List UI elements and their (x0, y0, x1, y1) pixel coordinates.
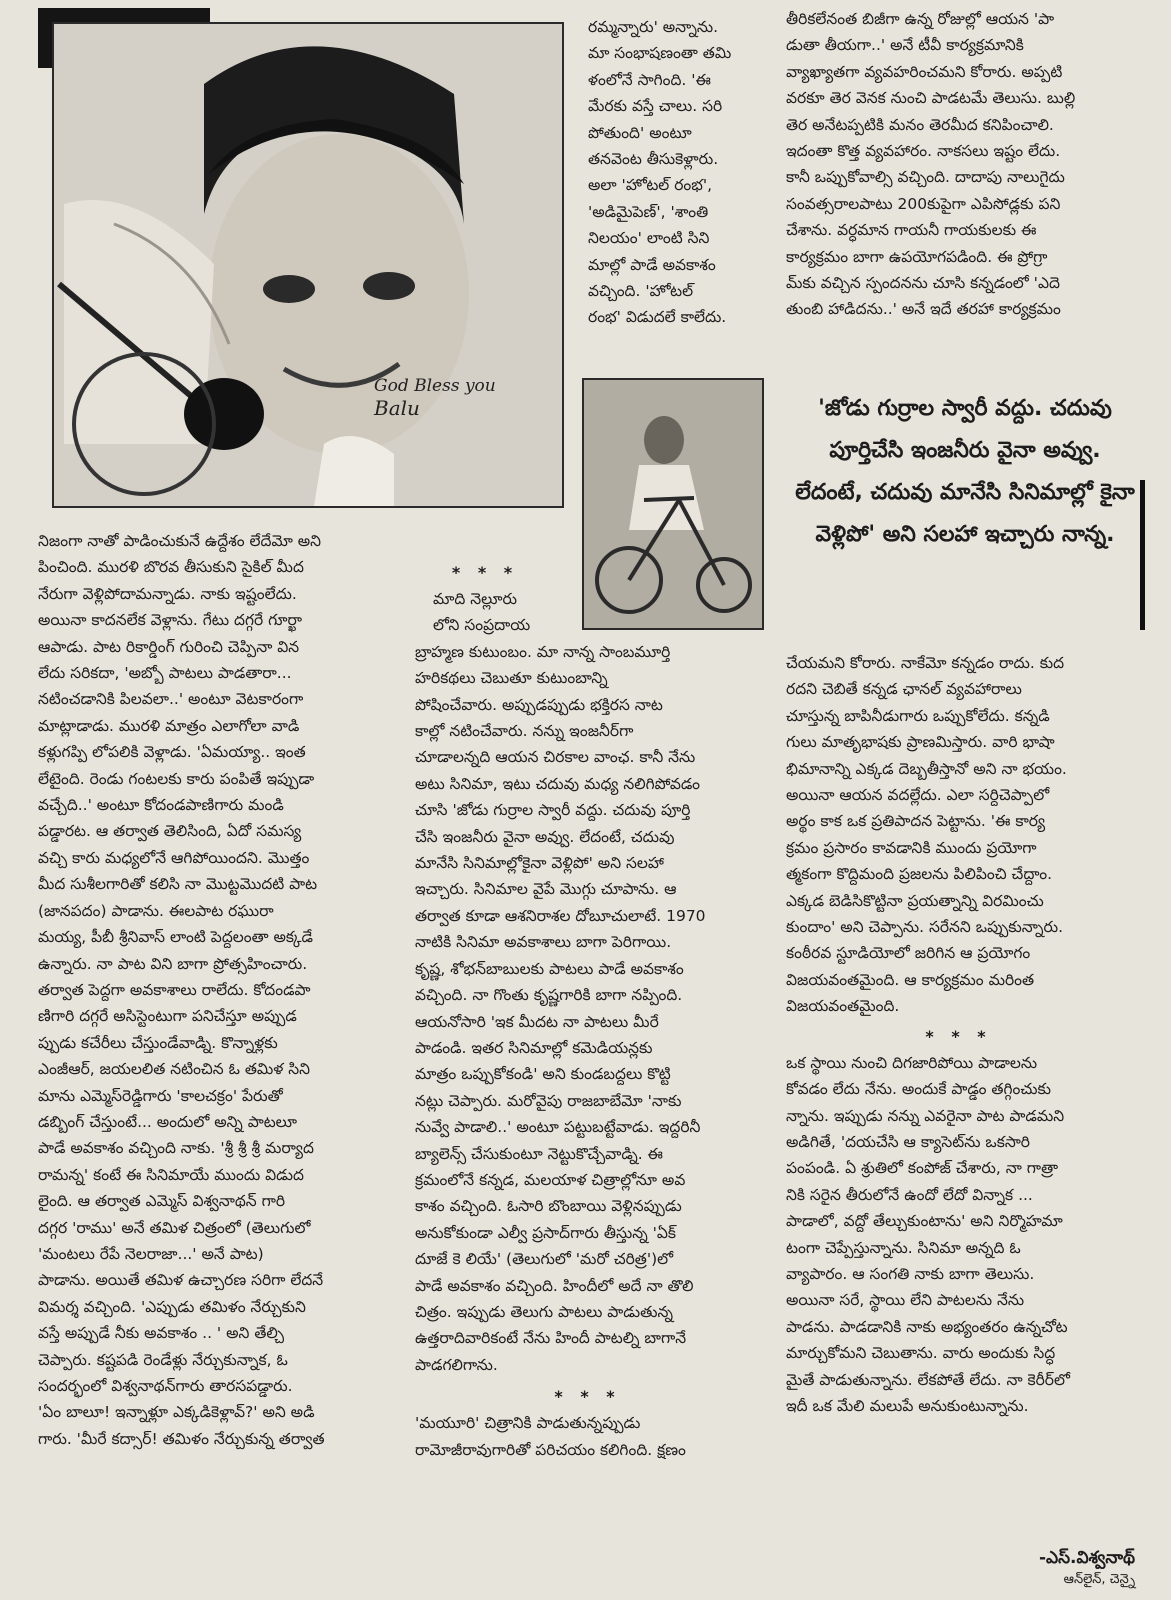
text-line: నటించడానికి పిలవలా..' అంటూ వెటకారంగా (38, 690, 304, 709)
text-line: పడ్డారట. ఆ తర్వాత తెలిసింది, ఏదో సమస్య (38, 822, 302, 841)
article-column-middle-top (588, 14, 768, 331)
text-line: మీద సుశీలగారితో కలిసి నా మొట్టమొదటి పాట (38, 875, 318, 894)
text-line: మాది నెల్లూరు (433, 590, 518, 608)
text-line: నికి సరైన తీరులోనే ఉందో లేదో విన్నాక ... (786, 1185, 1033, 1204)
text-line: గులు మాతృభాషకు ప్రాణమిస్తారు. వారి భాషా (786, 733, 1055, 752)
text-line: మాను ఎమ్మెస్‌రెడ్డిగారు 'కాలచక్రం' పేరుతో (38, 1086, 283, 1105)
author-name: -ఎస్.విశ్వనాథ్ (1038, 1548, 1135, 1568)
text-line: తనవెంట తీసుకెళ్లారు. (588, 150, 719, 169)
text-line: చూస్తున్న బాపినీడుగారు ఒప్పుకోలేదు. కన్నడి (786, 706, 1050, 725)
text-line: 'ఏం బాలూ! ఇన్నాళ్లూ ఎక్కడికెళ్లావ్?' అని అడి (38, 1403, 315, 1422)
text-line: మా సంభాషణంతా తమి (588, 44, 732, 63)
author-location: ఆన్‌లైన్, చెన్నై (1063, 1572, 1135, 1587)
text-line: అడిగితే, 'దయచేసి ఆ క్యాసెట్‌ను ఒకసారి (786, 1132, 1030, 1151)
column-middle-top-lines (588, 14, 768, 331)
text-line: త్మకంగా కొద్దిమంది ప్రజలను పిలిపించి చేద్దాం. (786, 865, 1053, 884)
text-line: లేటైంది. రెండు గంటలకు కారు పంపితే ఇప్పుడా (38, 769, 315, 788)
section-divider: * * * (554, 1387, 621, 1407)
text-line: పాడను. పాడడానికి నాకు అభ్యంతరం ఉన్నచోట (786, 1317, 1068, 1336)
article-column-left (38, 528, 408, 1452)
header-bar (38, 8, 210, 22)
text-line: హరికథలు చెబుతూ కుటుంబాన్ని (415, 669, 608, 688)
text-line: ఉత్తరాదివారికంటే నేను హిందీ పాటల్ని బాగానే (415, 1329, 687, 1348)
text-line: రదని చెబితే కన్నడ ఛానల్ వ్యవహారాలు (786, 680, 1022, 699)
column-right-lines (786, 650, 1131, 1020)
text-line: కుందాం' అని చెప్పాను. సరేనని ఒప్పుకున్నారు. (786, 918, 1064, 937)
section-divider: * * * (451, 563, 519, 582)
text-line: నేరుగా వెళ్లిపోదామన్నాడు. నాకు ఇష్టంలేదు. (38, 584, 297, 603)
text-line: అయినా ఆయన వదల్లేదు. ఎలా సర్దిచెప్పాలో (786, 786, 1050, 805)
text-line: లోని సంప్రదాయ (433, 616, 531, 635)
text-line: వచ్చి కారు మధ్యలోనే ఆగిపోయిందని. మొత్తం (38, 848, 310, 867)
text-line: అలా 'హోటల్ రంభ', (588, 176, 713, 195)
text-line: 'మంటలు రేపే నెలరాజా...' అనే పాట) (38, 1244, 264, 1263)
text-line: భిమానాన్ని ఎక్కడ దెబ్బతీస్తానో అని నా భయం. (786, 759, 1067, 778)
text-line: టంగా చెప్పేస్తున్నాను. సినిమా అన్నది ఓ (786, 1238, 1021, 1257)
text-line: మైతే పాడుతున్నాను. లేకపోతే లేదు. నా కెరీర్‌లో (786, 1370, 1070, 1389)
header-bar-side (38, 8, 52, 68)
text-line: ఆపాడు. పాట రికార్డింగ్ గురించి చెప్పినా విన (38, 637, 300, 656)
text-line: బ్రాహ్మణ కుటుంబం. మా నాన్న సాంబమూర్తి (415, 642, 671, 661)
text-line: రమ్మన్నారు' అన్నాను. (588, 18, 719, 36)
text-line: తుంబి హాడిదను..' అనే ఇదే తరహా కార్యక్రమం (786, 300, 1061, 319)
article-column-right (786, 650, 1131, 1419)
article-column-right-top (786, 6, 1146, 323)
text-line: నాటికి సినిమా అవకాశాలు బాగా పెరిగాయి. (415, 933, 672, 952)
autograph-name: Balu (374, 396, 420, 420)
text-line: మ్‌కు వచ్చిన స్పందనను చూసి కన్నడంలో 'ఎదె (786, 274, 1060, 293)
text-line: వ్యాపారం. ఆ సంగతి నాకు బాగా తెలుసు. (786, 1264, 1035, 1283)
text-line: క్రమంలోనే కన్నడ, మలయాళ చిత్రాల్లోనూ అవ (415, 1170, 686, 1189)
text-line: నిజంగా నాతో పాడించుకునే ఉద్దేశం లేదేమో అని (38, 532, 322, 550)
text-line: (జానపదం) పాడాను. ఈలపాట రఘురా (38, 901, 274, 920)
text-line: సంవత్సరాలపాటు 200కుపైగా ఎపిసోడ్లకు పని (786, 194, 1061, 213)
text-line: అనుకోకుండా ఎల్వీ ప్రసాద్‌గారు తీస్తున్న 'ఏక్ (415, 1223, 676, 1242)
text-line: గారు. 'మీరే కద్సార్! తమిళం నేర్చుకున్న తర్వాత (38, 1429, 325, 1448)
text-line: పాడే అవకాశం వచ్చింది. హిందీలో అదే నా తొలి (415, 1276, 694, 1295)
column-middle-lines (415, 639, 760, 1378)
text-line: నిలయం' లాంటి సిని (588, 229, 710, 248)
text-line: చూసి 'జోడు గుర్రాల స్వారీ వద్దు. చదువు పూర్తి (415, 801, 691, 820)
column-right-top-lines (786, 6, 1146, 323)
text-line: అర్థం కాక ఒక ప్రతిపాదన పెట్టాను. 'ఈ కార్య (786, 812, 1046, 831)
pull-quote: 'జోడు గుర్రాల స్వారీ వద్దు. చదువు పూర్తిచేసి ఇంజనీరు వైనా అవ్వు. లేదంటే, చదువు మానేసి సినిమాల్లో కైనా వెళ్లిపో' అని సలహా ఇచ్చారు నాన్న. (795, 396, 1135, 547)
text-line: పోషించేవారు. అప్పుడప్పుడు భక్తిరస నాట (415, 695, 663, 714)
text-line: కృష్ణ, శోభన్‌బాబులకు పాటలు పాడే అవకాశం (415, 959, 684, 978)
text-line: తీరికలేనంత బిజీగా ఉన్న రోజుల్లో ఆయన 'పా (786, 10, 1055, 28)
text-line: తర్వాత పెద్దగా అవకాశాలు రాలేదు. కోదండపా (38, 980, 311, 999)
text-line: అయినా సరే, స్థాయి లేని పాటలను నేను (786, 1291, 1025, 1310)
text-line: వ్యాఖ్యాతగా వ్యవహరించమని కోరారు. అప్పటి (786, 62, 1063, 81)
text-line: కానీ ఒప్పుకోవాల్సి వచ్చింది. దాదాపు నాలుగైదు (786, 168, 1065, 187)
text-line: చేసి ఇంజనీరు వైనా అవ్వు. లేదంటే, చదువు (415, 827, 675, 846)
portrait-photo (52, 22, 564, 508)
column-right-end-lines (786, 1050, 1131, 1420)
text-line: వచ్చింది. నా గొంతు కృష్ణగారికి బాగా నప్పింది. (415, 986, 683, 1005)
section-divider: * * * (925, 1026, 992, 1046)
text-line: మయ్య, పీబీ శ్రీనివాస్ లాంటి పెద్దలంతా అక్కడే (38, 928, 313, 947)
column-middle-intro-lines (415, 586, 573, 639)
text-line: నట్లు చెప్పారు. మరోవైపు రాజబాబేమో 'నాకు (415, 1091, 682, 1110)
text-line: వరకూ తెర వెనక నుంచి పాడటమే తెలుసు. బుల్లి (786, 89, 1076, 108)
text-line: కార్యక్రమం బాగా ఉపయోగపడింది. ఈ ప్రోగ్రా (786, 247, 1048, 266)
text-line: రామోజీరావుగారితో పరిచయం కలిగింది. క్షణం (415, 1440, 686, 1459)
text-line: విమర్శ వచ్చింది. 'ఎప్పుడు తమిళం నేర్చుకుని (38, 1297, 306, 1316)
text-line: పోతుంది' అంటూ (588, 123, 692, 142)
column-middle-end-lines (415, 1410, 760, 1463)
text-line: చిత్రం. ఇప్పుడు తెలుగు పాటలు పాడుతున్న (415, 1302, 674, 1321)
text-line: పాడగలిగాను. (415, 1355, 498, 1374)
text-line: వచ్చేది..' అంటూ కోదండపాణిగారు మండి (38, 796, 284, 815)
text-line: కంఠీరవ స్టూడియోలో జరిగిన ఆ ప్రయోగం (786, 944, 1031, 963)
text-line: లైంది. ఆ తర్వాత ఎమ్మెస్ విశ్వనాథన్ గారి (38, 1192, 286, 1211)
text-line: వచ్చింది. 'హోటల్ (588, 282, 694, 301)
text-line: చేశాను. వర్ధమాన గాయనీ గాయకులకు ఈ (786, 221, 1037, 240)
text-line: కోవడం లేదు నేను. అందుకే పాడ్డం తగ్గించుకు (786, 1080, 1051, 1099)
text-line: ప్పుడు కచేరీలు చేస్తుండేవాడ్ని. కొన్నాళ్లకు (38, 1033, 278, 1052)
text-line: బ్యాలెన్స్ చేసుకుంటూ నెట్టుకొచ్చేవాడ్ని. ఈ (415, 1144, 663, 1163)
text-line: చూడాలన్నది ఆయన చిరకాల వాంఛ. కానీ నేను (415, 748, 696, 767)
column-left-lines (38, 528, 408, 1452)
text-line: మానేసి సినిమాల్లోకైనా వెళ్లిపో' అని సలహా (415, 854, 664, 873)
text-line: మేరకు వస్తే చాలు. సరి (588, 97, 723, 116)
text-line: పాడాను. అయితే తమిళ ఉచ్చారణ సరిగా లేదనే (38, 1271, 324, 1290)
text-line: మార్చుకోమని చెబుతాను. వారు అందుకు సిద్ధ (786, 1344, 1056, 1363)
text-line: 'అడిమైపెణ్', 'శాంతి (588, 202, 709, 221)
text-line: కాశం వచ్చింది. ఓసారి బొంబాయి వెళ్లినప్పుడు (415, 1197, 682, 1216)
portrait-illustration (54, 24, 562, 506)
text-line: రంభ' విడుదలే కాలేదు. (588, 308, 727, 327)
text-line: ఒక స్థాయి నుంచి దిగజారిపోయి పాడాలను (786, 1053, 1038, 1072)
text-line: క్రమం ప్రసారం కావడానికి ముందు ప్రయోగా (786, 838, 1037, 857)
text-line: ఉన్నారు. నా పాట విని బాగా ప్రోత్సహించారు. (38, 954, 308, 973)
text-line: పాడే అవకాశం వచ్చింది నాకు. 'శ్రీ శ్రీ శ్రీ మర్యాద (38, 1139, 314, 1158)
text-line: ఇదంతా కొత్త వ్యవహారం. నాకసలు ఇష్టం లేదు. (786, 142, 1061, 161)
text-line: సందర్భంలో విశ్వనాథన్‌గారు తారసపడ్డారు. (38, 1377, 293, 1395)
autograph (374, 376, 496, 420)
text-line: ఎంజీఆర్, జయలలిత నటించిన ఓ తమిళ సిని (38, 1060, 311, 1079)
text-line: రామన్న' కంటే ఈ సినిమాయే ముందు విడుద (38, 1165, 304, 1184)
text-line: పాడాలో, వద్దో తేల్చుకుంటాను' అని నిర్మొహమా (786, 1212, 1063, 1231)
text-line: పాడండి. ఇతర సినిమాల్లో కమెడియన్లకు (415, 1038, 653, 1057)
text-line: తర్వాత కూడా ఆశనిరాశల దోబూచులాటే. 1970 (415, 906, 706, 925)
text-line: అయినా కాదనలేక వెళ్లాను. గేటు దగ్గరే గూర్ఖా (38, 611, 303, 630)
text-line: వస్తే అప్పుడే నీకు అవకాశం .. ' అని తేల్చి (38, 1324, 285, 1343)
text-line: ళంలోనే సాగింది. 'ఈ (588, 70, 711, 89)
byline (1039, 1548, 1135, 1590)
text-line: దగ్గర 'రాము' అనే తమిళ చిత్రంలో (తెలుగులో (38, 1218, 311, 1237)
text-line: ఆయనోసారి 'ఇక మీదట నా పాటలు మీరే (415, 1012, 659, 1031)
text-line: చేయమని కోరారు. నాకేమో కన్నడం రాదు. కుద (786, 654, 1065, 672)
text-line: ణిగారి దగ్గరే అసిస్టెంటుగా పనిచేస్తూ అప్పుడ (38, 1007, 297, 1026)
text-line: చెప్పారు. కష్టపడి రెండేళ్లు నేర్చుకున్నాక, ఓ (38, 1350, 288, 1369)
text-line: 'మయూరి' చిత్రానికి పాడుతున్నప్పుడు (415, 1414, 641, 1433)
text-line: నువ్వే పాడాలి..' అంటూ పట్టుబట్టేవాడు. ఇద్దరినీ (415, 1118, 701, 1137)
text-line: ఇదీ ఒక మేలి మలుపే అనుకుంటున్నాను. (786, 1396, 1029, 1415)
text-line: కాల్లో నటించేవారు. నన్ను ఇంజనీర్‌గా (415, 722, 634, 741)
text-line: డబ్బింగ్ చేస్తుంటే... అందులో అన్ని పాటలూ (38, 1112, 298, 1131)
text-line: దూజే కె లియే' (తెలుగులో 'మరో చరిత్ర')లో (415, 1250, 674, 1269)
text-line: ఎక్కడ బెడిసికొట్టినా ప్రయత్నాన్ని విరమించు (786, 891, 1044, 910)
text-line: విజయవంతమైంది. ఆ కార్యక్రమం మరింత (786, 970, 1035, 989)
text-line: కళ్లుగప్పి లోపలికి వెళ్లాడు. 'ఏమయ్యా.. ఇంత (38, 743, 306, 762)
text-line: విజయవంతమైంది. (786, 997, 900, 1016)
text-line: మాల్లో పాడే అవకాశం (588, 255, 716, 274)
text-line: పించింది. మురళి బొరవ తీసుకుని సైకిల్ మీద (38, 558, 304, 577)
pull-quote-bar (1140, 480, 1145, 630)
text-line: న్నాను. ఇప్పుడు నన్ను ఎవరైనా పాట పాడమని (786, 1106, 1065, 1125)
text-line: మాట్లాడాడు. మురళి మాత్రం ఎలాగోలా వాడి (38, 716, 300, 735)
text-line: లేదు సరికదా, 'అబ్బో పాటలు పాడతారా... (38, 664, 292, 683)
text-line: మాత్రం ఒప్పుకోకండి' అని కుండబద్దలు కొట్టి (415, 1065, 671, 1084)
text-line: పంపండి. ఏ శ్రుతిలో కంపోజ్ చేశారు, నా గాత్రా (786, 1159, 1059, 1178)
text-line: ఇచ్చారు. సినిమాల వైపే మొగ్గు చూపాను. ఆ (415, 880, 677, 899)
text-line: తెర అనేటప్పటికి మనం తెరమీద కనిపించాలి. (786, 115, 1054, 134)
autograph-text: God Bless you (374, 376, 496, 396)
text-line: డుతా తీయగా..' అనే టీవీ కార్యక్రమానికి (786, 36, 1024, 55)
article-column-middle (415, 560, 760, 1463)
text-line: అటు సినిమా, ఇటు చదువు మధ్య నలిగిపోవడం (415, 774, 701, 793)
